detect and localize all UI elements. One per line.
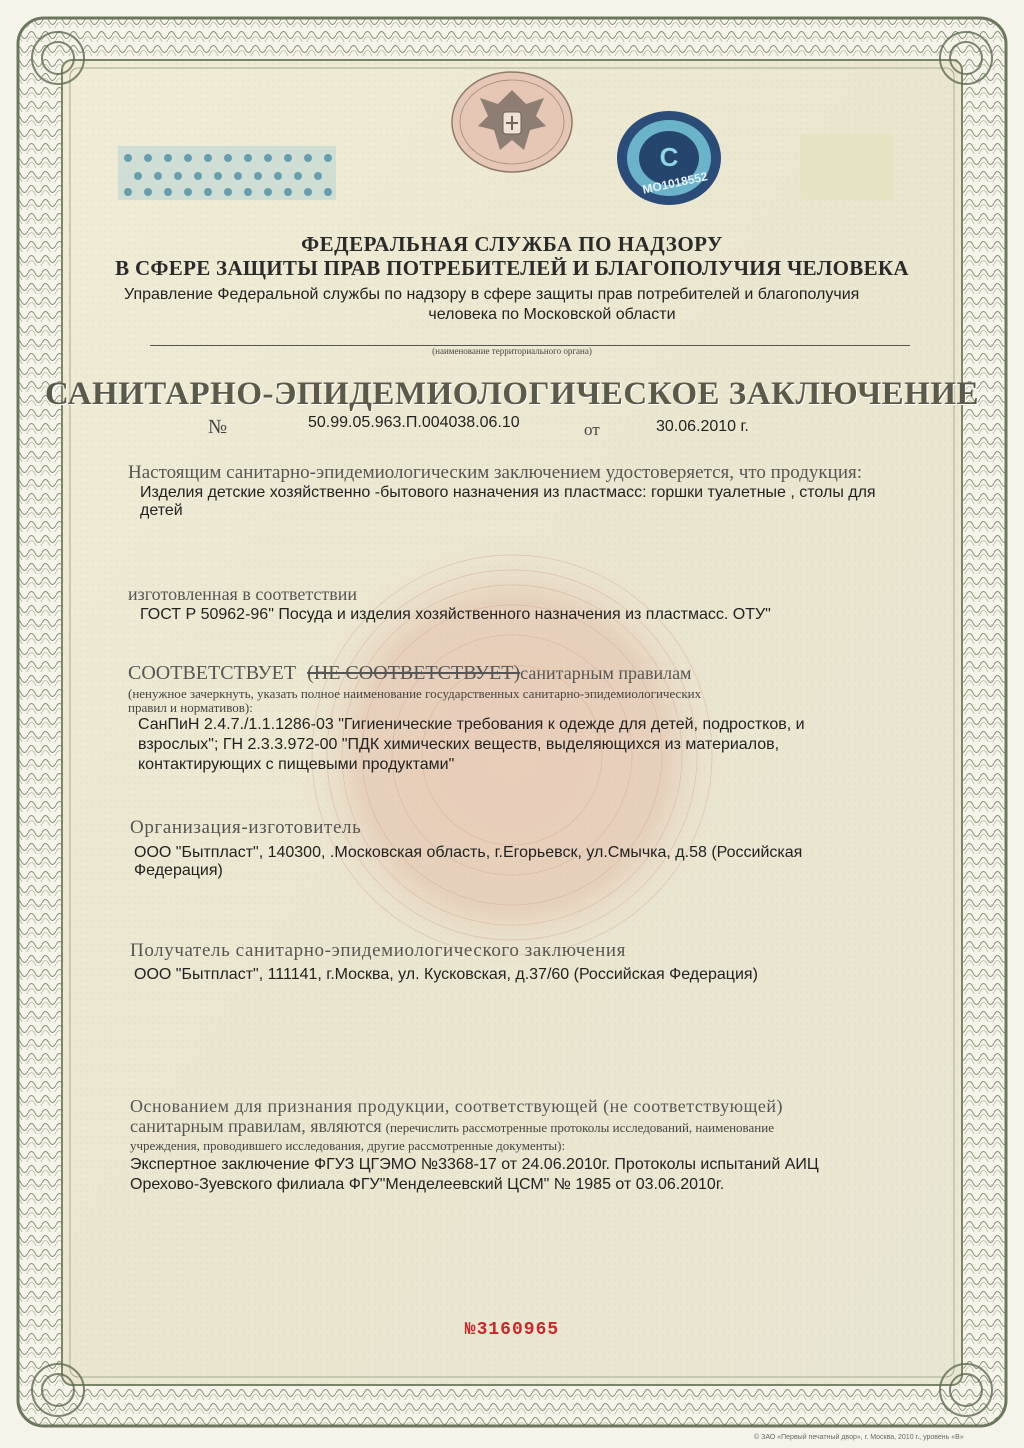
manufacturer-label: Организация-изготовитель [130,817,362,838]
emblem-icon [450,70,574,174]
compliance-rest: санитарным правилам [520,663,692,683]
basis-line1: Экспертное заключение ФГУЗ ЦГЭМО №3368-17 от 24.06.2010г. Протоколы испытаний АИЦ [130,1156,819,1173]
product-description-line1: Изделия детские хозяйственно -бытового назначения из пластмасс: горшки туалетные , столы для [140,484,876,501]
basis-label-rest: (перечислить рассмотренные протоколы исследований, наименование [385,1120,774,1135]
recipient-line1: ООО "Бытпласт", 111141, г.Москва, ул. Кусковская, д.37/60 (Российская Федерация) [134,966,758,983]
compliance-norm-line2: взрослых"; ГН 2.3.3.972-00 "ПДК химических веществ, выделяющихся из материалов, [138,736,780,753]
printer-imprint: © ЗАО «Первый печатный двор», г. Москва, 2010 г., уровень «В» [754,1434,964,1441]
manufacturer-line1: ООО "Бытпласт", 140300, .Московская область, г.Егорьевск, ул.Смычка, д.58 (Российская [134,844,803,861]
regional-office-line2: человека по Московской области [428,306,676,323]
manufacturer-line2: Федерация) [134,862,223,879]
compliance-caption-line1: (ненужное зачеркнуть, указать полное наименование государственных санитарно-эпидемиологических [128,686,702,701]
hologram-number: MO1018552 [641,169,709,197]
not-complies-text: (НЕ СООТВЕТСТВУЕТ) [307,662,521,684]
compliance-caption-line2: правил и нормативов): [128,700,253,715]
basis-label-line1: Основанием для признания продукции, соответствующей (не соответствующей) [130,1096,784,1116]
serial-number: №3160965 [464,1320,560,1340]
product-description-line2: детей [140,502,183,519]
hologram-seal-icon [614,108,724,208]
svg-text:С: С [659,142,679,172]
basis-line2: Орехово-Зуевского филиала ФГУ"Менделеевский ЦСМ" № 1985 от 03.06.2010г. [130,1176,725,1193]
hologram-strip [118,146,336,200]
compliance-norm-line1: СанПиН 2.4.7./1.1.1286-03 "Гигиенические требования к одежде для детей, подростков, и [138,716,805,733]
recipient-label: Получатель санитарно-эпидемиологического заключения [130,940,626,961]
agency-name-line2: В СФЕРЕ ЗАЩИТЫ ПРАВ ПОТРЕБИТЕЛЕЙ И БЛАГОПОЛУЧИЯ ЧЕЛОВЕКА [115,256,909,280]
document-title: САНИТАРНО-ЭПИДЕМИОЛОГИЧЕСКОЕ ЗАКЛЮЧЕНИЕ [44,376,980,412]
compliance-label [128,662,691,685]
basis-label-line3: учреждения, проводившего исследования, другие рассмотренные документы): [130,1138,566,1153]
basis-label-bold: санитарным правилам, являются [130,1116,382,1136]
regional-caption: (наименование территориального органа) [432,346,592,356]
manufactured-standard: ГОСТ Р 50962-96" Посуда и изделия хозяйственного назначения из пластмасс. ОТУ" [140,606,771,623]
certificate-number: 50.99.05.963.П.004038.06.10 [308,414,520,431]
number-label: № [208,416,228,438]
certificate-date: 30.06.2010 г. [656,418,749,435]
complies-text: СООТВЕТСТВУЕТ [128,662,297,684]
basis-label-line2 [130,1116,774,1137]
product-intro-label: Настоящим санитарно-эпидемиологическим заключением удостоверяется, что продукция: [128,462,863,483]
stamp-area [800,134,894,200]
date-label: от [584,420,600,439]
agency-name-line1: ФЕДЕРАЛЬНАЯ СЛУЖБА ПО НАДЗОРУ [301,232,723,256]
compliance-norm-line3: контактирующих с пищевыми продуктами" [138,756,455,773]
manufactured-label: изготовленная в соответствии [128,584,358,604]
regional-office-line1: Управление Федеральной службы по надзору в сфере защиты прав потребителей и благополучия [124,286,860,303]
